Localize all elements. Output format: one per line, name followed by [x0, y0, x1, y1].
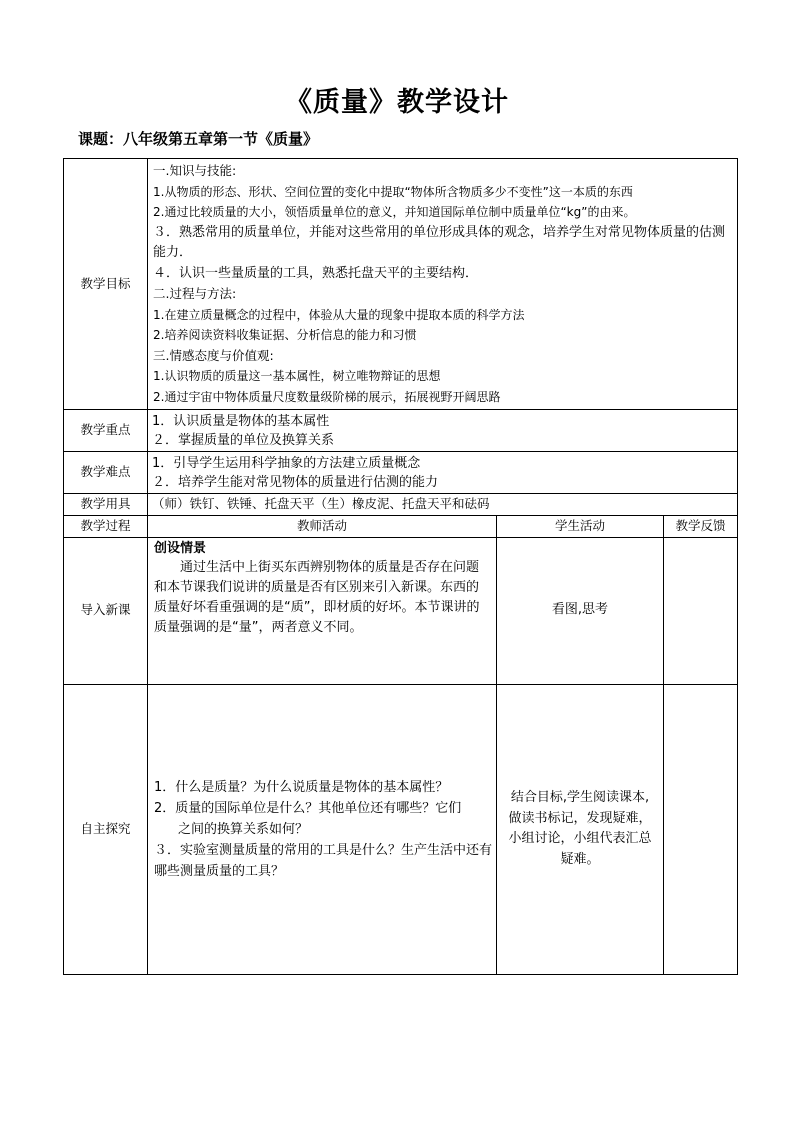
- explore-question: 之间的换算关系如何？: [178, 821, 309, 837]
- explore-feedback: [664, 684, 738, 974]
- process-header-row: [64, 516, 738, 538]
- difficulties-content: [148, 452, 738, 494]
- objective-line: ４．认识一些量质量的工具，熟悉托盘天平的主要结构．: [153, 265, 479, 281]
- objective-line: 2.通过比较质量的大小，领悟质量单位的意义，并知道国际单位制中质量单位“kg”的由来。: [153, 205, 636, 219]
- objective-line: 1.认识物质的质量这一基本属性，树立唯物辩证的思想: [153, 369, 441, 383]
- objective-line: 1.从物质的形态、形状、空间位置的变化中提取“物体所含物质多少不变性”这一本质的东西: [153, 184, 633, 199]
- objective-line: 三.情感态度与价值观:: [153, 347, 274, 363]
- lesson-topic: 课题：八年级第五章第一节《质量》: [78, 130, 319, 148]
- objective-line: 2.培养阅读资料收集证据、分析信息的能力和习惯: [153, 328, 417, 342]
- explore-student-activity: 结合目标,学生阅读课本,做读书标记，发现疑难，小组讨论，小组代表汇总疑难。: [497, 684, 664, 974]
- intro-teacher-activity: [148, 537, 497, 684]
- objective-line: ３．熟悉常用的质量单位，并能对这些常用的单位形成具体的观念，培养学生对常见物体质量的估测能力．: [153, 224, 726, 260]
- column-header: 教学过程: [64, 516, 148, 538]
- tools-content: （师）铁钉、铁锤、托盘天平（生）橡皮泥、托盘天平和砝码: [148, 494, 738, 516]
- explore-row: [64, 684, 738, 974]
- key-points-content: [148, 410, 738, 452]
- objectives-label: 教学目标: [64, 159, 148, 410]
- difficulty-line: 1．引导学生运用科学抽象的方法建立质量概念: [152, 455, 421, 471]
- explore-question: 1．什么是质量？为什么说质量是物体的基本属性？: [154, 779, 449, 795]
- intro-feedback: [664, 537, 738, 684]
- intro-student-activity: 看图,思考: [497, 537, 664, 684]
- explore-question: 2．质量的国际单位是什么？其他单位还有哪些？它们: [154, 800, 462, 816]
- intro-heading: 创设情景: [154, 540, 207, 556]
- objectives-row: [64, 159, 738, 410]
- difficulty-line: ２．培养学生能对常见物体的质量进行估测的能力: [152, 474, 439, 490]
- page-title: 《质量》教学设计: [285, 87, 509, 118]
- column-header: 教师活动: [148, 516, 497, 538]
- intro-text: 通过生活中上街买东西辨别物体的质量是否存在问题和本节课我们说讲的质量是否有区别来引入新课。东西的质量好坏看重强调的是“质”，即材质的好坏。本节课讲的质量强调的是“量”，两者意义不同。: [154, 559, 480, 635]
- column-header: 学生活动: [497, 516, 664, 538]
- objective-line: 二.过程与方法:: [153, 286, 237, 301]
- key-points-label: 教学重点: [64, 410, 148, 452]
- explore-question: ３．实验室测量质量的常用的工具是什么？生产生活中还有哪些测量质量的工具？: [154, 842, 493, 879]
- intro-row: [64, 537, 738, 684]
- key-point-line: 1．认识质量是物体的基本属性: [152, 413, 330, 429]
- difficulties-row: [64, 452, 738, 494]
- explore-stage: 自主探究: [64, 684, 148, 974]
- tools-label: 教学用具: [64, 494, 148, 516]
- objective-line: 1.在建立质量概念的过程中，体验从大量的现象中提取本质的科学方法: [153, 307, 525, 322]
- objective-line: 一.知识与技能:: [153, 163, 237, 178]
- difficulties-label: 教学难点: [64, 452, 148, 494]
- intro-stage: 导入新课: [64, 537, 148, 684]
- column-header: 教学反馈: [664, 516, 738, 538]
- lesson-plan-table: [63, 158, 738, 975]
- tools-row: [64, 494, 738, 516]
- objective-line: 2.通过宇宙中物体质量尺度数量级阶梯的展示，拓展视野开阔思路: [153, 389, 501, 404]
- explore-teacher-activity: [148, 684, 497, 974]
- objectives-content: [148, 159, 738, 410]
- key-point-line: ２．掌握质量的单位及换算关系: [152, 432, 335, 448]
- key-points-row: [64, 410, 738, 452]
